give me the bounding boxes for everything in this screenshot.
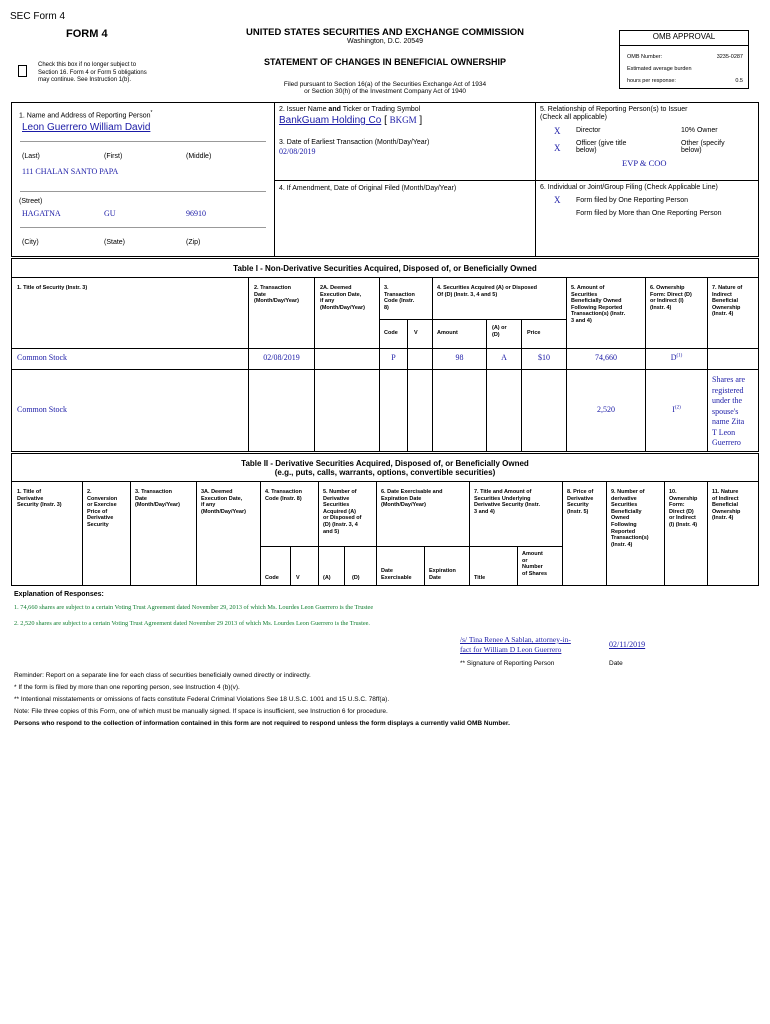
street-label: (Street) [19,198,43,205]
checkbox-text-line: Check this box if no longer subject to [38,62,137,68]
t1-col-date: 2. Transaction Date (Month/Day/Year) [254,285,299,305]
relationship-label: 5. Relationship of Reporting Person(s) to Issuer (Check all applicable) [540,106,688,121]
t2-col-underlying: 7. Title and Amount of Securities Underlying Derivative Security (Instr. 3 and 4) [474,489,541,515]
issuer-label: 2. Issuer Name and Ticker or Trading Symbol [279,106,421,113]
director-mark[interactable]: X [554,126,561,136]
omb-hours-value: 0.5 [735,78,743,84]
issuer-ticker: BKGM [389,115,417,125]
t1-col-deemed: 2A. Deemed Execution Date, if any (Month/Day/Year) [320,285,365,311]
t1-col-ownership-form: 6. Ownership Form: Direct (D) or Indirect (I) (Instr. 4) [650,285,692,311]
issuer-name-link[interactable]: BankGuam Holding Co [279,115,382,126]
t1-subcol-code: Code [384,330,398,336]
signature-date: 02/11/2019 [609,640,646,649]
checkbox-text-line: may continue. See Instruction 1(b). [38,77,132,83]
table2-title: Table II - Derivative Securities Acquired, Disposed of, or Beneficially Owned [241,459,529,468]
explanation-heading: Explanation of Responses: [14,591,104,598]
t1-row1-amount: 98 [455,353,464,362]
t1-col-title: 1. Title of Security (Instr. 3) [17,285,88,291]
officer-mark[interactable]: X [554,143,561,153]
signature-date-label: Date [609,660,623,667]
t2-subcol-a: (A) [323,575,331,581]
t2-subcol-amount: Amount or Number of Shares [522,551,548,577]
t2-subcol-code: Code [265,575,279,581]
reminder-line: Reminder: Report on a separate line for each class of securities beneficially owned directly or indirectly. [14,672,311,679]
footnote-ref[interactable]: (2) [674,405,681,411]
state-value: GU [104,209,116,218]
reporting-person-name-link[interactable]: Leon Guerrero William David [22,122,151,133]
t2-col-nature: 11. Nature of Indirect Beneficial Ownership (Instr. 4) [712,489,741,522]
form-title: FORM 4 [66,28,108,40]
checkbox-text [38,62,147,85]
t1-row2-nature: Shares are registered under the spouse's name Zita T Leon Guerrero [712,375,746,447]
asterisk: * [150,110,153,116]
t2-col-owned: 9. Number of derivative Securities Beneficially Owned Following Reported Transaction(s) (Instr. 4) [611,489,649,548]
officer-label: Officer (give title below) [576,140,627,154]
officer-title: EVP & COO [622,158,667,168]
t1-row1-ad: A [501,353,507,362]
t1-row1-title: Common Stock [17,353,68,362]
t1-row1-code: P [391,353,396,362]
ten-percent-owner-label: 10% Owner [681,127,718,134]
page-label: SEC Form 4 [10,11,66,22]
earliest-date-label: 3. Date of Earliest Transaction (Month/Day/Year) [279,139,430,146]
t1-subcol-ad: (A) or (D) [492,325,507,338]
t2-col-title: 1. Title of Derivative Security (Instr. 3) [17,489,62,509]
statement-title: STATEMENT OF CHANGES IN BENEFICIAL OWNERSHIP [263,57,506,67]
agency-name: UNITED STATES SECURITIES AND EXCHANGE COMMISSION [246,27,524,38]
other-label: Other (specify below) [681,140,725,154]
t1-subcol-price: Price [527,330,541,336]
t1-col-nature: 7. Nature of Indirect Beneficial Ownership (Instr. 4) [712,285,743,318]
state-label: (State) [104,239,126,246]
t2-col-price: 8. Price of Derivative Security (Instr. 5) [567,489,594,515]
t2-col-code: 4. Transaction Code (Instr. 8) [265,489,302,502]
checkbox-text-line: Section 16. Form 4 or Form 5 obligations [38,69,147,76]
t2-col-exercisable: 6. Date Exercisable and Expiration Date (Month/Day/Year) [381,489,443,509]
t1-row1-owned: 74,660 [595,353,617,362]
omb-number-value: 3235-0287 [716,54,743,60]
one-person-mark[interactable]: X [554,195,561,205]
omb-hours-label: hours per response: [627,78,676,84]
t1-row2-form: $I^{(2)}$ [672,405,681,414]
t2-col-deemed: 3A. Deemed Execution Date, if any (Month/Day/Year) [201,489,246,515]
t1-row1-form: $D^{(1)}$ [670,353,683,362]
t1-col-acquired: 4. Securities Acquired (A) or Disposed Of (D) (Instr. 3, 4 and 5) [437,285,538,298]
t1-row1-price: $10 [538,353,550,362]
city-label: (City) [22,239,39,246]
amendment-label: 4. If Amendment, Date of Original Filed (Month/Day/Year) [279,185,457,192]
omb-burden-label: Estimated average burden [627,66,692,72]
street-value: 111 CHALAN SANTO PAPA [22,167,119,176]
no-longer-subject-checkbox[interactable] [18,65,27,77]
t2-col-conversion: 2. Conversion or Exercise Price of Derivative Security [87,489,118,528]
reminder-line: ** Intentional misstatements or omissions of facts constitute Federal Criminal Violations See 18 U.S.C. 1001 and 15 U.S.C. 78ff(a). [14,696,390,703]
zip-label: (Zip) [186,239,201,246]
footnote-ref[interactable]: (1) [676,353,683,359]
t2-col-date: 3. Transaction Date (Month/Day/Year) [135,489,180,509]
omb-title: OMB APPROVAL [652,32,716,41]
agency-city: Washington, D.C. 20549 [346,38,423,45]
signature-link[interactable]: /s/ Tina Renee A Sablan, attorney-in- fact for William D Leon Guerrero [460,635,571,654]
earliest-date-value: 02/08/2019 [279,147,316,156]
director-label: Director [576,127,601,134]
filed-pursuant-line: Filed pursuant to Section 16(a) of the Securities Exchange Act of 1934 [283,81,487,88]
reporting-person-label: 1. Name and Address of Reporting Person* [19,110,153,120]
footnote-2: 2. 2,520 shares are subject to a certain Voting Trust Agreement dated November 29 2013 of which Ms. Lourdes Leon Guerrero is the Trustee. [14,620,370,627]
t1-col-amount-owned: 5. Amount of Securities Beneficially Owned Following Reported Transaction(s) (Instr. 3 and 4) [571,285,626,324]
city-value: HAGATNA [22,209,61,218]
footnote-1: 1. 74,660 shares are subject to a certain Voting Trust Agreement dated November 29, 2013 of which Ms. Lourdes Leon Guerrero is the Trustee [14,604,374,611]
t2-subcol-expiration: Expiration Date [429,568,456,581]
reminder-line: * If the form is filed by more than one reporting person, see Instruction 4 (b)(v). [14,684,240,691]
omb-notice: Persons who respond to the collection of information contained in this form are not required to respond unless the form displays a currently valid OMB Number. [14,720,510,727]
multi-person-label: Form filed by More than One Reporting Person [576,210,722,217]
middle-label: (Middle) [186,153,212,160]
table2-subtitle: (e.g., puts, calls, warrants, options, convertible securities) [274,468,496,477]
t2-subcol-d: (D) [352,575,360,581]
t1-row1-date: 02/08/2019 [263,353,300,362]
omb-number-label: OMB Number: [627,54,663,60]
t2-subcol-date-exercisable: Date Exercisable [381,568,412,581]
reminder-line: Note: File three copies of this Form, one of which must be manually signed. If space is insufficient, see Instruction 6 for procedure. [14,708,388,715]
t1-subcol-amount: Amount [437,330,458,336]
t2-col-ownership-form: 10. Ownership Form: Direct (D) or Indirect (I) (Instr. 4) [669,489,698,528]
t1-row2-owned: 2,520 [597,405,615,414]
zip-value: 96910 [186,209,206,218]
t1-subcol-v: V [414,330,418,336]
last-label: (Last) [22,153,40,160]
t1-col-code: 3. Transaction Code (Instr. 8) [384,285,415,311]
one-person-label: Form filed by One Reporting Person [576,197,689,204]
t2-subcol-title: Title [474,575,486,581]
t2-col-number: 5. Number of Derivative Securities Acquired (A) or Disposed of (D) (Instr. 3, 4 and 5) [323,489,362,535]
t2-subcol-v: V [296,575,300,581]
t1-row2-title: Common Stock [17,405,68,414]
filed-pursuant-line: or Section 30(h) of the Investment Company Act of 1940 [304,88,466,95]
signature-label: ** Signature of Reporting Person [460,660,555,667]
table1-title: Table I - Non-Derivative Securities Acquired, Disposed of, or Beneficially Owned [233,264,537,273]
filing-label: 6. Individual or Joint/Group Filing (Check Applicable Line) [540,184,718,191]
first-label: (First) [104,153,123,160]
issuer-name-line: BankGuam Holding Co [ BKGM ] [279,115,423,126]
